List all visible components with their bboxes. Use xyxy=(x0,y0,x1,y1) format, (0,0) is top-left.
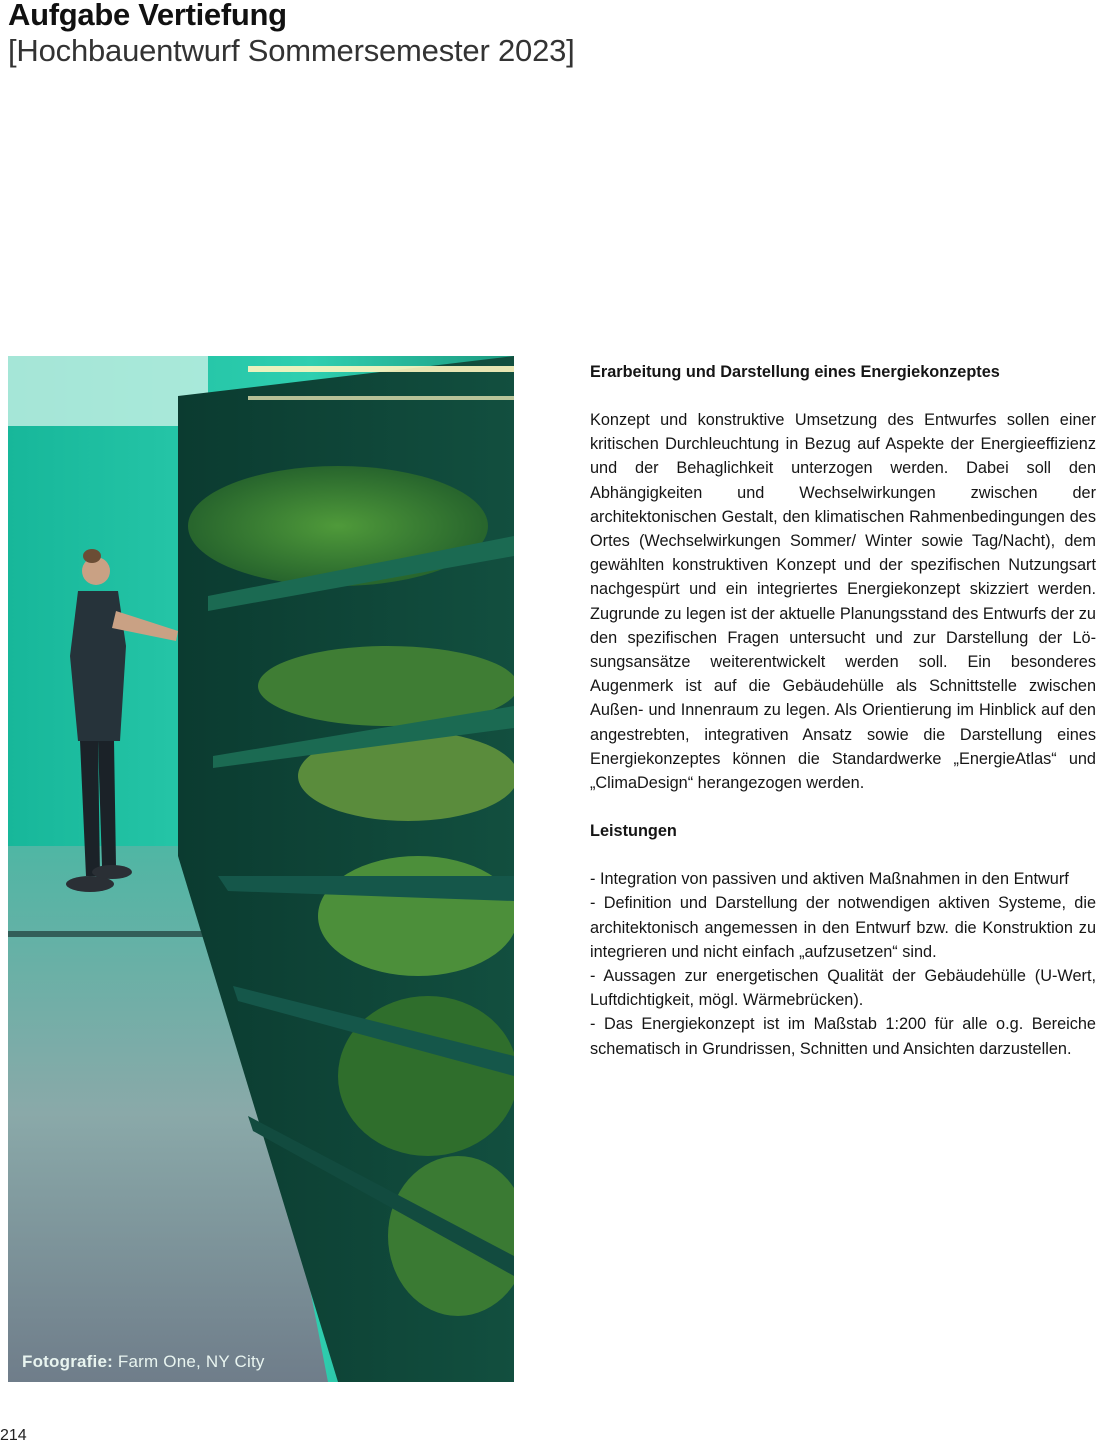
farm-photo xyxy=(8,356,514,1382)
services-item: - Das Energiekonzept ist im Maßstab 1:200 für alle o.g. Bereiche schematisch in Grundrissen, Schnitten und Ansichten darzustellen. xyxy=(590,1015,1096,1058)
services-item: - Integration von passiven und aktiven Maßnahmen in den Entwurf xyxy=(590,870,1069,889)
services-list xyxy=(590,867,1096,1061)
caption-text: Farm One, NY City xyxy=(117,1352,265,1371)
services-item: - Definition und Darstellung der notwendigen aktiven Systeme, die architektonisch angemessen in den Entwurf bzw. die Konstruktion zu integrieren und nicht einfach „aufzusetzen“ sind. xyxy=(590,894,1096,961)
page-title: Aufgabe Vertiefung xyxy=(8,0,287,32)
services-item: - Aussagen zur energetischen Qualität der Gebäudehülle (U-Wert, Luftdichtigkeit, mögl. Wärmebrücken). xyxy=(590,967,1096,1010)
photo-illustration xyxy=(8,356,514,1382)
page-number: 214 xyxy=(0,1427,27,1444)
page-subtitle: [Hochbauentwurf Sommersemester 2023] xyxy=(8,33,575,68)
services-heading: Leistungen xyxy=(590,822,677,841)
article-body: Konzept und konstruktive Umsetzung des Entwurfes sollen einer kritischen Durchleuchtung in Bezug auf Aspekte der Energieeffizienz und der Behaglichkeit unterzogen werden. Dabei soll den Abhängigkeiten und Wechselwirkungen zwischen der architektonischen Gestalt, den klimatischen Rahmenbedingungen des Ortes (Wechselwirkungen Sommer/ Winter sowie Tag/Nacht), dem gewählten konstruktiven Konzept und der spezifischen Nutzungsart nachgespürt und ein integriertes Energiekonzept skizziert werden. Zugrunde zu legen ist der aktuelle Planungsstand des Entwurfs der zu den spezifischen Fragen untersucht und zur Darstellung der Lösungsansätze weiterentwickelt werden soll. Ein besonderes Augenmerk ist auf die Gebäudehülle als Schnittstelle zwischen Außen- und Innenraum zu legen. Als Orientierung im Hinblick auf den angestrebten, integrativen Ansatz sowie die Darstellung eines Energiekonzeptes können die Standardwerke „EnergieAtlas“ und „ClimaDesign“ herangezogen werden. xyxy=(590,411,1096,793)
article-column xyxy=(590,360,1096,1061)
photo-caption xyxy=(22,1352,265,1372)
caption-label: Fotografie: xyxy=(22,1352,113,1371)
article-heading: Erarbeitung und Darstellung eines Energiekonzeptes xyxy=(590,363,1000,381)
